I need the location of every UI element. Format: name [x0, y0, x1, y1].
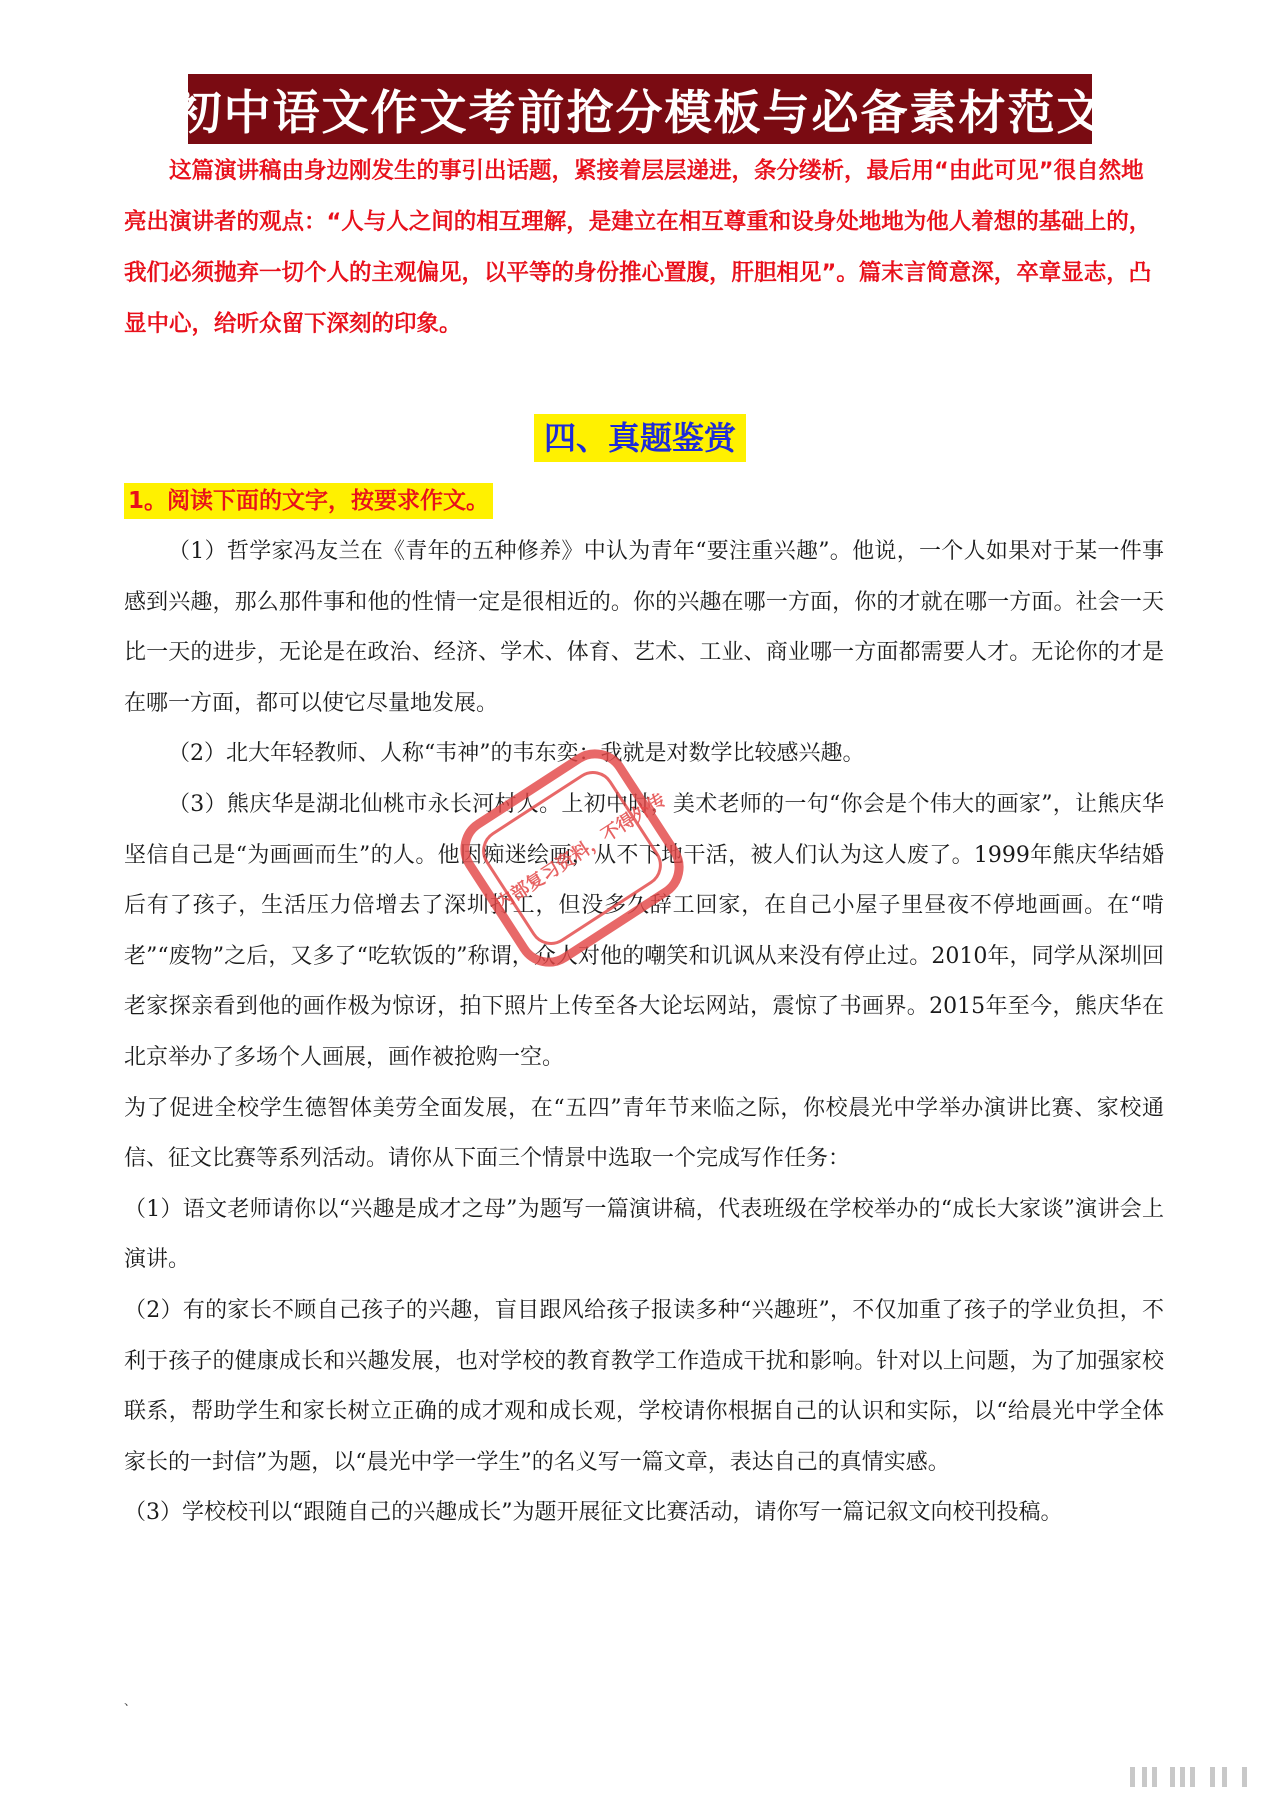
stray-mark: 、: [124, 1694, 137, 1708]
section-title: 四、真题鉴赏: [534, 414, 746, 462]
confidential-stamp-text: 内部复习资料，不得外传: [492, 789, 670, 915]
instruction-lead: 为了促进全校学生德智体美劳全面发展，在“五四”青年节来临之际，你校晨光中学举办演讲比赛、家校通信、征文比赛等系列活动。请你从下面三个情景中选取一个完成写作任务：: [124, 1095, 1164, 1172]
material-paragraph-2: （2）北大年轻教师、人称“韦神”的韦东奕：我就是对数学比较感兴趣。: [168, 741, 865, 767]
document-title: 初中语文作文考前抢分模板与必备素材范文: [174, 85, 1106, 141]
title-banner: [174, 74, 1106, 144]
section-heading: [0, 414, 1280, 462]
material-paragraph-3: （3）熊庆华是湖北仙桃市永长河村人。上初中时，美术老师的一句“你会是个伟大的画家”，让熊庆华坚信自己是“为画画而生”的人。他因痴迷绘画，从不下地干活，被人们认为这人废了。1999年熊庆华结婚后有了孩子，生活压力倍增去了深圳打工，但没多久辞工回家，在自己小屋子里昼夜不停地画画。在“啃老”“废物”之后，又多了“吃软饭的”称谓，众人对他的嘲笑和讥讽从来没有停止过。2010年，同学从深圳回老家探亲看到他的画作极为惊讶，拍下照片上传至各大论坛网站，震惊了书画界。2015年至今，熊庆华在北京举办了多场个人画展，画作被抢购一空。: [124, 791, 1164, 1070]
instruction-option-1: （1）语文老师请你以“兴趣是成才之母”为题写一篇演讲稿，代表班级在学校举办的“成长大家谈”演讲会上演讲。: [124, 1196, 1164, 1273]
intro-paragraph: 这篇演讲稿由身边刚发生的事引出话题，紧接着层层递进，条分缕析，最后用“由此可见”很自然地亮出演讲者的观点：“人与人之间的相互理解，是建立在相互尊重和设身处地地为他人着想的基础上的，我们必须抛弃一切个人的主观偏见，以平等的身份推心置腹，肝胆相见”。篇末言简意深，卒章显志，凸显中心，给听众留下深刻的印象。: [124, 158, 1152, 337]
instruction-option-2: （2）有的家长不顾自己孩子的兴趣，盲目跟风给孩子报读多种“兴趣班”，不仅加重了孩子的学业负担，不利于孩子的健康成长和兴趣发展，也对学校的教育教学工作造成干扰和影响。针对以上问题，为了加强家校联系，帮助学生和家长树立正确的成才观和成长观，学校请你根据自己的认识和实际，以“给晨光中学全体家长的一封信”为题，以“晨光中学一学生”的名义写一篇文章，表达自己的真情实感。: [124, 1297, 1164, 1475]
document-body: [124, 527, 1164, 1539]
instruction-option-3: （3）学校校刊以“跟随自己的兴趣成长”为题开展征文比赛活动，请你写一篇记叙文向校刊投稿。: [124, 1500, 1063, 1526]
intro-commentary: [124, 146, 1164, 350]
watermark-bars-icon: [1130, 1767, 1260, 1789]
task-heading: 1。阅读下面的文字，按要求作文。: [124, 483, 493, 519]
material-paragraph-1: （1）哲学家冯友兰在《青年的五种修养》中认为青年“要注重兴趣”。他说，一个人如果对于某一件事感到兴趣，那么那件事和他的性情一定是很相近的。你的兴趣在哪一方面，你的才就在哪一方面。社会一天比一天的进步，无论是在政治、经济、学术、体育、艺术、工业、商业哪一方面都需要人才。无论你的才是在哪一方面，都可以使它尽量地发展。: [124, 539, 1164, 716]
